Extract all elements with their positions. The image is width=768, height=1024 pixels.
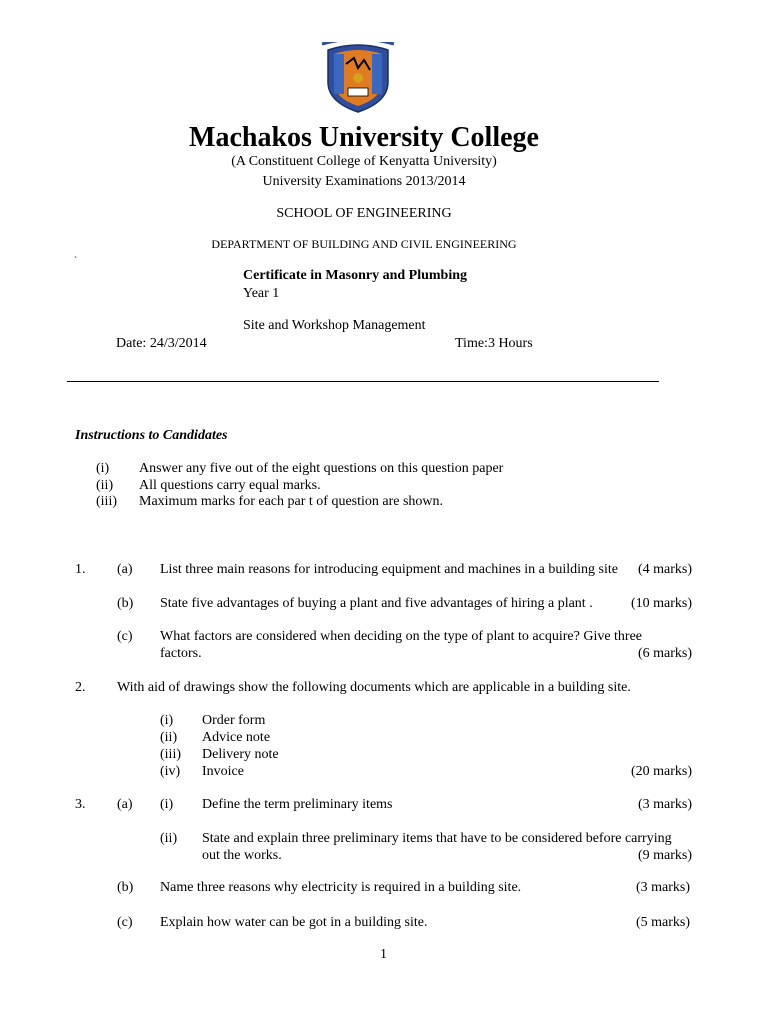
part-label: (c) [117, 629, 133, 644]
part-label: (b) [117, 880, 134, 895]
instruction-number: (i) [96, 461, 110, 476]
question-text: State five advantages of buying a plant and five advantages of hiring a plant . [160, 596, 593, 611]
instructions-heading: Instructions to Candidates [75, 428, 228, 443]
subpart-label: (i) [160, 797, 174, 812]
question-text: Name three reasons why electricity is required in a building site. [160, 880, 522, 895]
marks: (10 marks) [630, 596, 692, 611]
list-item: Order form [202, 713, 266, 728]
marks: (20 marks) [630, 764, 692, 779]
marks: (3 marks) [637, 797, 692, 812]
instruction-number: (iii) [96, 494, 117, 509]
question-text: Define the term preliminary items [202, 797, 393, 812]
subpart-label: (ii) [160, 831, 178, 846]
instruction-text: Answer any five out of the eight questions on this question paper [139, 461, 504, 476]
list-number: (i) [160, 713, 174, 728]
list-number: (ii) [160, 730, 178, 745]
course-title: Certificate in Masonry and Plumbing [243, 268, 467, 283]
list-number: (iv) [160, 764, 181, 779]
department-name: DEPARTMENT OF BUILDING AND CIVIL ENGINEERING [211, 237, 517, 251]
exam-session: University Examinations 2013/2014 [262, 174, 466, 189]
page-number: 1 [380, 947, 387, 962]
question-number: 3. [75, 797, 86, 812]
college-name: Machakos University College [189, 122, 539, 153]
question-text-continued: out the works. [202, 848, 282, 863]
school-name: SCHOOL OF ENGINEERING [276, 206, 452, 221]
part-label: (c) [117, 915, 133, 930]
list-number: (iii) [160, 747, 181, 762]
instruction-number: (ii) [96, 478, 114, 493]
marks: (4 marks) [637, 562, 692, 577]
part-label: (b) [117, 596, 134, 611]
question-text: With aid of drawings show the following documents which are applicable in a building site. [117, 680, 631, 695]
college-subtitle: (A Constituent College of Kenyatta University) [231, 154, 497, 169]
list-item: Invoice [202, 764, 244, 779]
unit-name: Site and Workshop Management [243, 318, 426, 333]
question-text: What factors are considered when deciding on the type of plant to acquire? Give three [160, 629, 643, 644]
header-divider [67, 381, 659, 382]
part-label: (a) [117, 797, 133, 812]
list-item: Delivery note [202, 747, 279, 762]
college-crest-logo [318, 42, 398, 114]
question-text: Explain how water can be got in a building site. [160, 915, 428, 930]
exam-date: Date: 24/3/2014 [116, 336, 207, 351]
exam-duration: Time:3 Hours [455, 336, 533, 351]
marks: (6 marks) [637, 646, 692, 661]
marks: (3 marks) [635, 880, 690, 895]
instruction-text: Maximum marks for each par t of question are shown. [139, 494, 444, 509]
question-text: State and explain three preliminary items that have to be considered before carrying [202, 831, 672, 846]
list-item: Advice note [202, 730, 271, 745]
marks: (5 marks) [635, 915, 690, 930]
question-text: List three main reasons for introducing equipment and machines in a building site [160, 562, 619, 577]
course-year: Year 1 [243, 286, 280, 301]
instruction-text: All questions carry equal marks. [139, 478, 321, 493]
marks: (9 marks) [637, 848, 692, 863]
question-number: 2. [75, 680, 86, 695]
stray-mark: ` [74, 256, 78, 267]
question-text-continued: factors. [160, 646, 202, 661]
part-label: (a) [117, 562, 133, 577]
question-number: 1. [75, 562, 86, 577]
